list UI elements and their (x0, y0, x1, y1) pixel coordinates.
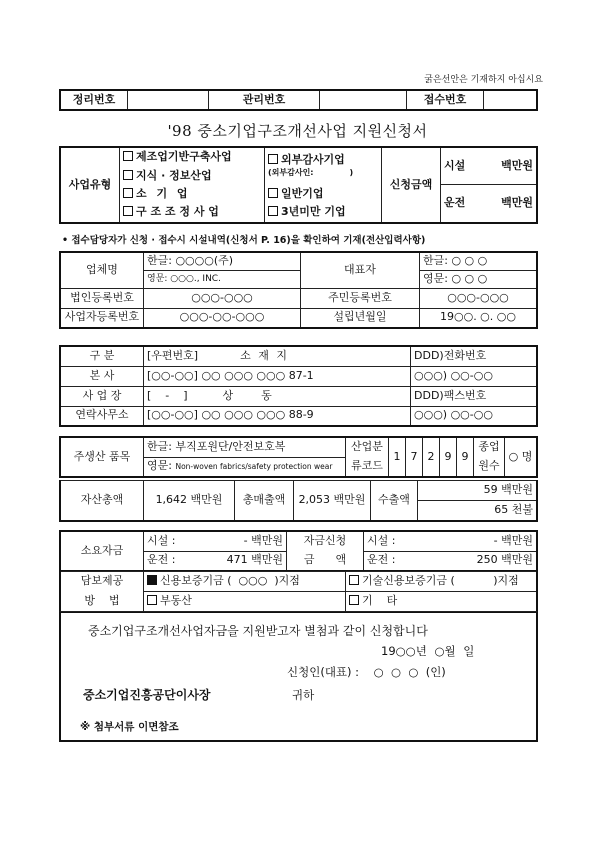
employee-label-bottom: 원수 (474, 457, 505, 477)
option-under-3-years[interactable]: 3년미만 기업 (265, 203, 382, 223)
checkbox-icon[interactable] (123, 206, 133, 216)
option-restructuring[interactable]: 구 조 조 정 사 업 (120, 203, 265, 223)
required-facility[interactable]: 시설 : - 백만원 (144, 531, 287, 551)
employee-label-top: 종업 (474, 437, 505, 457)
site-address[interactable]: [ - ] 상 동 (144, 386, 411, 406)
recv-value-field[interactable] (484, 90, 538, 110)
operating-amount-field[interactable]: 운전 백만원 (441, 185, 538, 223)
applicant-line[interactable]: 신청인(대표) : ○ ○ ○ (인) (287, 665, 446, 679)
address-col-label: 구 분 (60, 346, 144, 366)
header-row-table (59, 89, 538, 111)
sales-label: 총매출액 (235, 481, 294, 521)
hq-phone[interactable]: ○○○) ○○-○○ (411, 366, 538, 386)
representative-kr[interactable]: 한글: ○ ○ ○ (420, 252, 538, 270)
liaison-label: 연락사무소 (60, 406, 144, 426)
business-type-table (59, 146, 538, 224)
class-code-digit[interactable]: 2 (423, 437, 440, 477)
employee-value[interactable]: ○ 명 (505, 437, 538, 477)
facility-amount-field[interactable]: 시설 백만원 (441, 147, 538, 185)
class-label-top: 산업분 (346, 437, 389, 457)
checkbox-icon[interactable] (349, 575, 359, 585)
checkbox-icon[interactable] (123, 170, 133, 180)
assets-label: 자산총액 (60, 481, 144, 521)
hq-address[interactable]: [○○-○○] ○○ ○○○ ○○○ 87-1 (144, 366, 411, 386)
company-info-table (59, 251, 538, 329)
company-name-label: 업체명 (60, 252, 144, 288)
option-external-audit[interactable]: 외부감사기업 (외부감사인: ) (265, 147, 382, 185)
representative-label: 대표자 (301, 252, 420, 288)
site-label: 사 업 장 (60, 386, 144, 406)
product-en[interactable]: 영문: Non-woven fabrics/safety protection wear (144, 457, 346, 477)
required-funds-label: 소요자금 (60, 531, 144, 571)
respect-word: 귀하 (292, 688, 315, 702)
option-general[interactable]: 일반기업 (265, 185, 382, 203)
corp-reg-label: 법인등록번호 (60, 288, 144, 308)
required-operating[interactable]: 운전 : 471 백만원 (144, 551, 287, 571)
founded-label: 설립년월일 (301, 308, 420, 328)
attachment-note: ※ 첨부서류 이면참조 (80, 721, 179, 733)
option-knowledge[interactable]: 지식 · 정보산업 (120, 167, 265, 185)
page-title: '98 중소기업구조개선사업 지원신청서 (167, 122, 428, 140)
export-value-krw[interactable]: 59 백만원 (418, 481, 538, 501)
collateral-table (59, 571, 538, 613)
checkbox-icon[interactable] (268, 154, 278, 164)
address-col-phone: DDD)전화번호 (411, 346, 538, 366)
top-note: 굵은선안은 기재하지 아십시요 (424, 75, 543, 85)
amount-label: 신청금액 (382, 147, 441, 223)
checkbox-icon[interactable] (147, 595, 157, 605)
resident-reg-value[interactable]: ○○○-○○○ (420, 288, 538, 308)
application-date[interactable]: 19○○년 ○월 일 (381, 644, 475, 658)
collateral-option-real-estate[interactable]: 부동산 (144, 592, 346, 612)
collateral-option-other[interactable]: 기 타 (346, 592, 538, 612)
checkbox-icon[interactable] (123, 151, 133, 161)
checkbox-icon[interactable] (123, 188, 133, 198)
corp-reg-value[interactable]: ○○○-○○○ (144, 288, 301, 308)
address-table (59, 345, 538, 427)
apply-operating[interactable]: 운전 : 250 백만원 (364, 551, 538, 571)
founded-value[interactable]: 19○○. ○. ○○ (420, 308, 538, 328)
business-type-label: 사업유형 (60, 147, 120, 223)
sales-value[interactable]: 2,053 백만원 (294, 481, 371, 521)
company-name-en[interactable]: 영문: ○○○., INC. (144, 270, 301, 288)
collateral-option-credit-guarantee[interactable]: 신용보증기금 ( ○○○ )지점 (144, 572, 346, 592)
hq-label: 본 사 (60, 366, 144, 386)
reg-label: 정리번호 (60, 90, 128, 110)
collateral-label-top: 담보제공 (60, 572, 144, 592)
export-value-usd[interactable]: 65 천불 (418, 501, 538, 521)
mgmt-value-field[interactable] (320, 90, 407, 110)
class-code-digit[interactable]: 7 (406, 437, 423, 477)
apply-amount-label-bottom: 금 액 (287, 551, 364, 571)
collateral-option-tech-guarantee[interactable]: 기술신용보증기금 ( )지점 (346, 572, 538, 592)
funds-table (59, 530, 538, 572)
checkbox-checked-icon[interactable] (147, 575, 157, 585)
resident-reg-label: 주민등록번호 (301, 288, 420, 308)
checkbox-icon[interactable] (268, 206, 278, 216)
company-name-kr[interactable]: 한글: ○○○○(주) (144, 252, 301, 270)
instruction-note: • 접수담당자가 신청 · 접수시 시설내역(신청서 P. 16)을 확인하여 기재(전산입력사항) (62, 235, 426, 246)
class-code-digit[interactable]: 9 (440, 437, 457, 477)
agency-name: 중소기업진흥공단이사장 (83, 688, 211, 702)
biz-reg-value[interactable]: ○○○-○○-○○○ (144, 308, 301, 328)
product-table (59, 436, 538, 478)
apply-facility[interactable]: 시설 : - 백만원 (364, 531, 538, 551)
class-label-bottom: 류코드 (346, 457, 389, 477)
product-kr[interactable]: 한글: 부직포원단/안전보호복 (144, 437, 346, 457)
class-code-digit[interactable]: 1 (389, 437, 406, 477)
checkbox-icon[interactable] (268, 188, 278, 198)
checkbox-icon[interactable] (349, 595, 359, 605)
recv-label: 접수번호 (407, 90, 484, 110)
class-code-digit[interactable]: 9 (457, 437, 474, 477)
collateral-label-bottom: 방 법 (60, 592, 144, 612)
biz-reg-label: 사업자등록번호 (60, 308, 144, 328)
liaison-address[interactable]: [○○-○○] ○○ ○○○ ○○○ 88-9 (144, 406, 411, 426)
product-label: 주생산 품목 (60, 437, 144, 477)
option-manufacturing[interactable]: 제조업기반구축사업 (120, 147, 265, 167)
reg-value-field[interactable] (128, 90, 209, 110)
finance-table (59, 480, 538, 522)
option-small-business[interactable]: 소 기 업 (120, 185, 265, 203)
apply-amount-label-top: 자금신청 (287, 531, 364, 551)
mgmt-label: 관리번호 (209, 90, 320, 110)
address-col-zip-header: [우편번호] 소 재 지 (144, 346, 411, 366)
liaison-phone[interactable]: ○○○) ○○-○○ (411, 406, 538, 426)
assets-value[interactable]: 1,642 백만원 (144, 481, 235, 521)
export-label: 수출액 (371, 481, 418, 521)
application-statement: 중소기업구조개선사업자금을 지원받고자 별첨과 같이 신청합니다 (88, 624, 428, 638)
site-fax-label[interactable]: DDD)팩스번호 (411, 386, 538, 406)
representative-en[interactable]: 영문: ○ ○ ○ (420, 270, 538, 288)
